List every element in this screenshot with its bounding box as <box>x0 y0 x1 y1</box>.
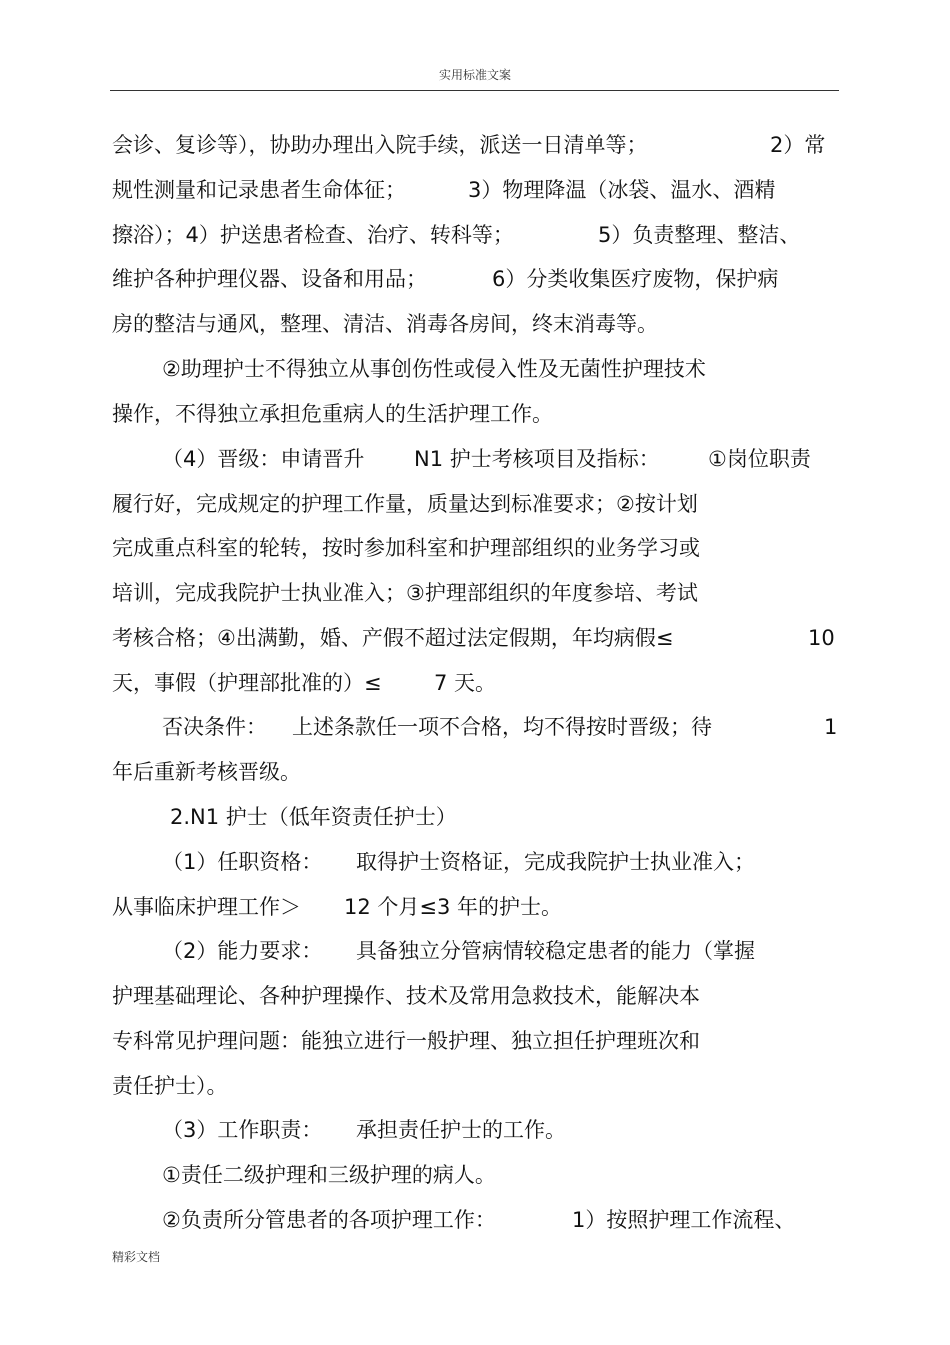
text-segment: 天，事假（护理部批准的）≤ <box>112 671 382 695</box>
text-line <box>0 800 950 834</box>
text-segment: 履行好，完成规定的护理工作量，质量达到标准要求；②按计划 <box>112 492 698 516</box>
text-line <box>0 845 950 879</box>
text-segment: 2.N1 护士（低年资责任护士） <box>170 805 457 829</box>
text-line <box>0 710 950 744</box>
text-segment: ②助理护士不得独立从事创伤性或侵入性及无菌性护理技术 <box>162 357 706 381</box>
text-segment: 7 天。 <box>434 671 497 695</box>
text-line <box>0 1158 950 1192</box>
text-line <box>0 1069 950 1103</box>
text-segment: 擦浴）；4）护送患者检查、治疗、转科等； <box>112 223 514 247</box>
page-header: 实用标准文案 <box>438 68 511 82</box>
text-segment: 护理基础理论、各种护理操作、技术及常用急救技术，能解决本 <box>112 984 700 1008</box>
text-line <box>0 352 950 386</box>
text-segment: 10 <box>808 626 835 650</box>
text-segment: （1）任职资格： <box>162 850 323 874</box>
page-footer: 精彩文档 <box>112 1250 161 1264</box>
text-line <box>0 442 950 476</box>
text-segment: 具备独立分管病情较稳定患者的能力（掌握 <box>356 939 755 963</box>
text-line <box>0 218 950 252</box>
text-line <box>0 1113 950 1147</box>
text-segment: （2）能力要求： <box>162 939 323 963</box>
text-line <box>0 934 950 968</box>
text-segment: 专科常见护理问题：能独立进行一般护理、独立担任护理班次和 <box>112 1029 700 1053</box>
text-segment: ①责任二级护理和三级护理的病人。 <box>162 1163 496 1187</box>
text-segment: 会诊、复诊等），协助办理出入院手续，派送一日清单等； <box>112 133 648 157</box>
text-segment: 维护各种护理仪器、设备和用品； <box>112 267 427 291</box>
text-segment: 操作，不得独立承担危重病人的生活护理工作。 <box>112 402 553 426</box>
text-segment: 考核合格；④出满勤，婚、产假不超过法定假期，年均病假≤ <box>112 626 674 650</box>
text-segment: 6）分类收集医疗废物，保护病 <box>492 267 779 291</box>
text-segment: （4）晋级：申请晋升 <box>162 447 365 471</box>
text-segment: 1 <box>824 715 838 739</box>
text-segment: 1）按照护理工作流程、 <box>572 1208 796 1232</box>
text-segment: 规性测量和记录患者生命体征； <box>112 178 406 202</box>
text-segment: 5）负责整理、整洁、 <box>598 223 801 247</box>
text-segment: 完成重点科室的轮转，按时参加科室和护理部组织的业务学习或 <box>112 536 700 560</box>
text-segment: ②负责所分管患者的各项护理工作： <box>162 1208 496 1232</box>
text-line <box>0 487 950 521</box>
text-line <box>0 979 950 1013</box>
text-line <box>0 621 950 655</box>
text-segment: ①岗位职责 <box>708 447 811 471</box>
text-segment: 年后重新考核晋级。 <box>112 760 301 784</box>
text-segment: （3）工作职责： <box>162 1118 323 1142</box>
text-segment: 承担责任护士的工作。 <box>356 1118 566 1142</box>
text-segment: 上述条款任一项不合格，均不得按时晋级；待 <box>292 715 712 739</box>
text-line <box>0 666 950 700</box>
text-line <box>0 755 950 789</box>
text-segment: 3）物理降温（冰袋、温水、酒精 <box>468 178 776 202</box>
text-line <box>0 531 950 565</box>
text-line <box>0 262 950 296</box>
text-segment: 否决条件： <box>162 715 267 739</box>
text-line <box>0 307 950 341</box>
text-segment: 培训，完成我院护士执业准入；③护理部组织的年度参培、考试 <box>112 581 698 605</box>
text-line <box>0 397 950 431</box>
text-line <box>0 1203 950 1237</box>
text-line <box>0 576 950 610</box>
text-segment: 2）常 <box>770 133 826 157</box>
text-segment: 12 个月≤3 年的护士。 <box>344 895 563 919</box>
text-line <box>0 128 950 162</box>
text-segment: 责任护士）。 <box>112 1074 228 1098</box>
text-segment: 从事临床护理工作＞ <box>112 895 301 919</box>
text-line <box>0 173 950 207</box>
text-segment: 取得护士资格证，完成我院护士执业准入； <box>356 850 755 874</box>
text-line <box>0 1024 950 1058</box>
text-segment: 房的整洁与通风，整理、清洁、消毒各房间，终末消毒等。 <box>112 312 658 336</box>
header-divider <box>110 90 839 91</box>
text-line <box>0 890 950 924</box>
text-segment: N1 护士考核项目及指标： <box>414 447 660 471</box>
